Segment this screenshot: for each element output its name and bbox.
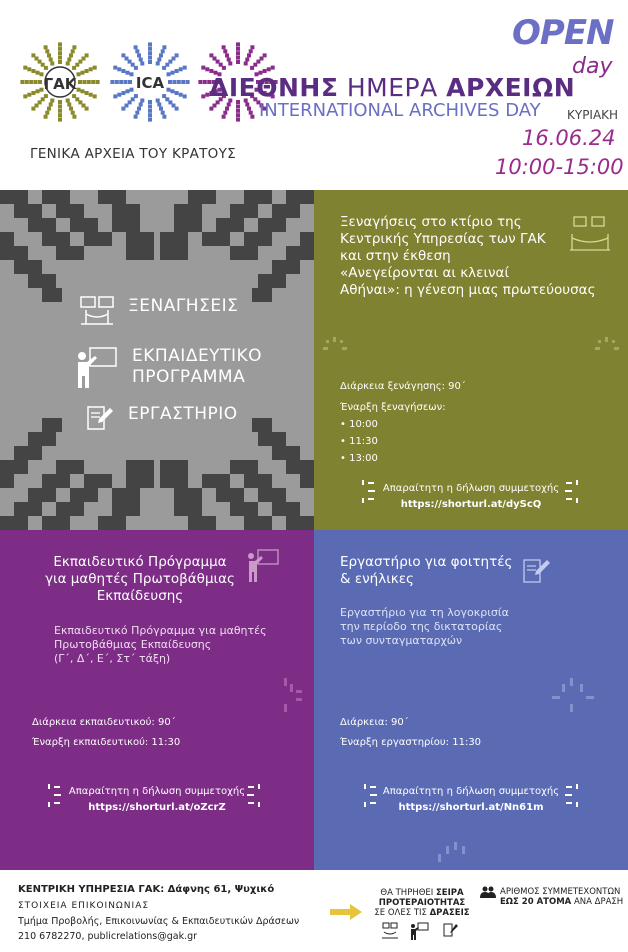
sun-ray-pixel (121, 107, 125, 111)
sun-ray-pixel (31, 91, 35, 95)
sun-ray-pixel (44, 45, 48, 49)
sun-ray-pixel (148, 104, 152, 108)
sun-ray-pixel (236, 118, 240, 122)
sun-ray-pixel (71, 111, 75, 115)
tours-title-line: Κεντρικής Υπηρεσίας των ΓΑΚ (340, 231, 546, 247)
sun-ray-pixel (175, 91, 179, 95)
sun-ray-pixel (71, 49, 75, 53)
sun-ray-pixel (23, 94, 27, 98)
sun-ray-pixel (134, 45, 138, 49)
open-word: OPEN (512, 13, 614, 53)
tours-title-line: Ξεναγήσεις στο κτίριο της (340, 214, 522, 230)
menu-item-education (74, 346, 262, 390)
sun-ray-pixel (156, 99, 160, 103)
sun-ray-pixel (245, 58, 249, 62)
sun-ray-pixel (162, 45, 166, 49)
teacher-icon (74, 346, 118, 390)
sunburst-decoration (594, 336, 620, 360)
sun-ray-pixel (267, 67, 271, 71)
sun-ray-pixel (236, 104, 240, 108)
sun-ray-pixel (159, 107, 163, 111)
sun-ray-pixel (23, 66, 27, 70)
sun-ray-pixel (227, 103, 231, 107)
menu-label-education-2: ΠΡΟΓΡΑΜΜΑ (132, 367, 246, 387)
sun-ray-pixel (203, 80, 207, 84)
sun-ray-pixel (119, 80, 123, 84)
gallery-icon (80, 296, 114, 326)
sun-ray-pixel (181, 80, 185, 84)
sun-ray-pixel (50, 62, 54, 66)
sun-ray-pixel (179, 67, 183, 71)
sun-ray-pixel (161, 111, 165, 115)
sun-ray-pixel (223, 49, 227, 53)
education-title-line: Εκπαιδευτικό Πρόγραμμα (53, 554, 227, 570)
sun-ray-pixel (249, 49, 253, 53)
workshop-title-line: Εργαστήριο για φοιτητές (340, 554, 513, 570)
workshop-desc-line: των συνταγματαρχών (340, 634, 463, 647)
education-description (54, 624, 267, 666)
sun-ray-pixel (110, 80, 114, 84)
menu-item-workshop (86, 404, 238, 432)
sun-ray-pixel (113, 66, 117, 70)
sun-ray-pixel (157, 103, 161, 107)
tours-title-line: και στην έκθεση (340, 248, 451, 264)
priority-text-1a: ΘΑ ΤΗΡΗΘΕΙ (380, 888, 434, 898)
sun-ray-pixel (148, 51, 152, 55)
sunburst-decoration (282, 676, 310, 716)
footer-contact-heading: ΣΤΟΙΧΕΙΑ ΕΠΙΚΟΙΝΩΝΙΑΣ (18, 901, 150, 911)
sun-ray-pixel (171, 89, 175, 93)
day-word: day (572, 54, 613, 79)
sun-ray-pixel (58, 56, 62, 60)
sun-ray-pixel (156, 62, 160, 66)
sun-ray-pixel (205, 67, 209, 71)
workshop-title-line: & ενήλικες (340, 571, 414, 587)
sun-ray-pixel (49, 103, 53, 107)
sun-ray-pixel (66, 62, 70, 66)
sun-ray-pixel (209, 107, 213, 111)
event-title-english: INTERNATIONAL ARCHIVES DAY (259, 100, 541, 121)
workshop-registration-note: Απαραίτητη η δήλωση συμμετοχής (382, 786, 560, 797)
sun-ray-pixel (126, 89, 130, 93)
sun-ray-pixel (249, 111, 253, 115)
sun-ray-pixel (85, 107, 89, 111)
sun-ray-pixel (58, 109, 62, 113)
sun-ray-pixel (31, 53, 35, 57)
sunburst-decoration (434, 836, 474, 866)
sun-ray-pixel (171, 71, 175, 75)
workshop-description (340, 606, 509, 648)
sun-ray-pixel (201, 66, 205, 70)
sun-ray-pixel (225, 107, 229, 111)
sun-ray-pixel (124, 80, 128, 84)
tours-title-line: «Ανεγείρονται αι κλειναί (340, 265, 510, 281)
sun-ray-pixel (82, 80, 86, 84)
sun-ray-pixel (91, 80, 95, 84)
sun-ray-pixel (148, 56, 152, 60)
menu-label-workshop: ΕΡΓΑΣΤΗΡΙΟ (128, 404, 238, 424)
sun-ray-pixel (36, 89, 40, 93)
sun-ray-pixel (45, 111, 49, 115)
menu-item-tours (80, 296, 238, 326)
sun-ray-pixel (25, 80, 29, 84)
footer-address: ΚΕΝΤΡΙΚΗ ΥΠΗΡΕΣΙΑ ΓΑΚ: Δάφνης 61, Ψυχικό (18, 884, 275, 895)
education-desc-line: Πρωτοβάθμιας Εκπαίδευσης (54, 638, 212, 651)
sun-ray-pixel (135, 111, 139, 115)
tours-start-label: Έναρξη ξεναγήσεων: (340, 402, 446, 413)
priority-text-2: ΠΡΟΤΕΡΑΙΟΤΗΤΑΣ (378, 898, 466, 908)
gak-logo (18, 40, 102, 124)
sun-ray-pixel (27, 93, 31, 97)
education-title (0, 554, 280, 605)
sun-ray-pixel (236, 47, 240, 51)
sun-ray-pixel (69, 53, 73, 57)
sun-ray-pixel (177, 80, 181, 84)
sun-ray-pixel (36, 71, 40, 75)
footer-phone-email: 210 6782270, publicrelations@gak.gr (18, 931, 198, 942)
sun-ray-pixel (49, 58, 53, 62)
sun-ray-pixel (162, 115, 166, 119)
workshop-desc-line: την περίοδο της δικτατορίας (340, 620, 503, 633)
sun-ray-pixel (27, 67, 31, 71)
sun-ray-pixel (93, 94, 97, 98)
tours-title-line: Αθήναι»: η γένεση μιας πρωτεύουσας (340, 282, 596, 298)
participants-notice (500, 887, 623, 907)
sun-ray-pixel (148, 42, 152, 46)
sun-ray-pixel (148, 118, 152, 122)
sun-ray-pixel (139, 58, 143, 62)
sun-ray-pixel (247, 53, 251, 57)
sun-ray-pixel (69, 107, 73, 111)
sun-ray-pixel (34, 80, 38, 84)
workshop-duration: Διάρκεια: 90΄ (340, 717, 409, 728)
participants-line-2b: ΑΝΑ ΔΡΑΣΗ (573, 897, 624, 907)
education-title-line: για μαθητές Πρωτοβάθμιας (45, 571, 235, 587)
priority-text-3a: ΣΕ ΟΛΕΣ ΤΙΣ (374, 908, 427, 918)
sun-ray-pixel (227, 58, 231, 62)
tours-registration-link[interactable]: https://shorturl.at/dyScQ (400, 499, 542, 510)
sun-ray-pixel (225, 53, 229, 57)
sun-ray-pixel (134, 115, 138, 119)
sun-ray-pixel (175, 107, 179, 111)
education-duration: Διάρκεια εκπαιδευτικού: 90΄ (32, 717, 176, 728)
document-pen-icon (522, 556, 552, 586)
title-greek-light: ΗΜΕΡΑ (346, 73, 438, 102)
priority-notice (366, 888, 478, 918)
sun-ray-pixel (38, 80, 42, 84)
sun-ray-pixel (140, 62, 144, 66)
sun-ray-pixel (77, 88, 81, 92)
sun-ray-pixel (87, 80, 91, 84)
sun-ray-pixel (236, 51, 240, 55)
sun-ray-pixel (58, 104, 62, 108)
sun-ray-pixel (222, 115, 226, 119)
document-pen-icon (86, 404, 114, 432)
sun-ray-pixel (139, 103, 143, 107)
sun-ray-pixel (148, 60, 152, 64)
sun-ray-pixel (31, 107, 35, 111)
education-title-line: Εκπαίδευσης (96, 588, 184, 604)
sun-ray-pixel (58, 113, 62, 117)
sun-ray-pixel (161, 49, 165, 53)
sun-ray-pixel (29, 80, 33, 84)
sun-ray-pixel (186, 80, 190, 84)
sun-ray-pixel (167, 72, 171, 76)
organization-label: ΓΕΝΙΚΑ ΑΡΧΕΙΑ ΤΟΥ ΚΡΑΤΟΥΣ (30, 146, 236, 162)
sun-ray-pixel (130, 72, 134, 76)
sun-ray-pixel (271, 66, 275, 70)
sun-ray-pixel (179, 93, 183, 97)
sun-ray-pixel (72, 115, 76, 119)
tours-panel (314, 190, 628, 530)
sun-ray-pixel (137, 53, 141, 57)
sun-ray-pixel (78, 80, 82, 84)
sun-ray-pixel (148, 100, 152, 104)
event-date: 16.06.24 (522, 126, 616, 150)
sun-ray-pixel (209, 53, 213, 57)
sun-ray-pixel (58, 51, 62, 55)
sun-ray-pixel (47, 107, 51, 111)
sun-ray-pixel (247, 107, 251, 111)
sun-ray-pixel (50, 99, 54, 103)
sun-ray-pixel (172, 80, 176, 84)
sun-ray-pixel (67, 103, 71, 107)
sun-ray-pixel (236, 113, 240, 117)
sun-ray-pixel (121, 69, 125, 73)
sun-ray-pixel (20, 80, 24, 84)
workshop-start: Έναρξη εργαστηρίου: 11:30 (340, 737, 482, 748)
sun-ray-pixel (183, 94, 187, 98)
sun-ray-pixel (89, 93, 93, 97)
header (0, 0, 628, 190)
sun-ray-pixel (175, 69, 179, 73)
workshop-panel (314, 530, 628, 870)
tours-time-3: • 13:00 (340, 453, 378, 464)
sun-ray-pixel (58, 118, 62, 122)
sun-ray-pixel (201, 94, 205, 98)
ica-logo-text: ICA (135, 74, 165, 92)
education-desc-line: (Γ΄, Δ΄, Ε΄, Στ΄ τάξη) (54, 652, 171, 665)
sun-ray-pixel (263, 53, 267, 57)
event-weekday: ΚΥΡΙΑΚΗ (567, 108, 619, 122)
sun-ray-pixel (117, 93, 121, 97)
sun-ray-pixel (45, 49, 49, 53)
sun-ray-pixel (58, 100, 62, 104)
sun-ray-pixel (245, 103, 249, 107)
sun-ray-pixel (96, 80, 100, 84)
sun-ray-pixel (77, 72, 81, 76)
sun-ray-pixel (148, 109, 152, 113)
people-icon (480, 886, 496, 898)
sun-ray-pixel (175, 53, 179, 57)
tours-duration: Διάρκεια ξενάγησης: 90΄ (340, 381, 466, 392)
sun-ray-pixel (148, 47, 152, 51)
sun-ray-pixel (93, 66, 97, 70)
title-greek-bold-2: ΑΡΧΕΙΩΝ (446, 73, 576, 102)
sun-ray-pixel (236, 42, 240, 46)
sun-ray-pixel (58, 47, 62, 51)
sun-ray-pixel (121, 53, 125, 57)
sun-ray-pixel (31, 69, 35, 73)
sun-ray-pixel (58, 42, 62, 46)
workshop-desc-line: Εργαστήριο για τη λογοκρισία (340, 606, 509, 619)
tours-time-2: • 11:30 (340, 436, 378, 447)
sun-ray-pixel (58, 60, 62, 64)
sun-ray-pixel (85, 91, 89, 95)
menu-label-tours: ΞΕΝΑΓΗΣΕΙΣ (128, 296, 239, 316)
education-start: Έναρξη εκπαιδευτικού: 11:30 (32, 737, 181, 748)
sun-ray-pixel (113, 94, 117, 98)
sun-ray-pixel (115, 80, 119, 84)
gak-logo-text: ΓΑΚ (43, 75, 77, 93)
ica-logo (108, 40, 192, 124)
sun-ray-pixel (81, 71, 85, 75)
menu-label-education-1: ΕΚΠΑΙΔΕΥΤΙΚΟ (132, 346, 262, 366)
sun-ray-pixel (137, 107, 141, 111)
sun-ray-pixel (236, 60, 240, 64)
sunburst-decoration (550, 676, 596, 716)
sun-ray-pixel (159, 53, 163, 57)
sun-ray-pixel (47, 53, 51, 57)
tours-title (340, 214, 596, 299)
sun-ray-pixel (228, 62, 232, 66)
tours-registration-note: Απαραίτητη η δήλωση συμμετοχής (382, 483, 560, 494)
participants-line-2a: ΕΩΣ 20 ΑΤΟΜΑ (500, 897, 572, 907)
sun-ray-pixel (157, 58, 161, 62)
sun-ray-pixel (121, 91, 125, 95)
sun-ray-pixel (236, 56, 240, 60)
sun-ray-pixel (67, 58, 71, 62)
sun-ray-pixel (167, 88, 171, 92)
sun-ray-pixel (244, 62, 248, 66)
event-title-greek (209, 73, 575, 102)
sun-ray-pixel (72, 45, 76, 49)
sun-ray-pixel (148, 113, 152, 117)
sun-ray-pixel (89, 67, 93, 71)
event-time: 10:00-15:00 (495, 155, 624, 179)
participants-line-1: ΑΡΙΘΜΟΣ ΣΥΜΜΕΤΕΧΟΝΤΩΝ (500, 887, 621, 897)
workshop-registration-link[interactable]: https://shorturl.at/Nn61m (398, 802, 544, 813)
footer (0, 870, 628, 952)
education-registration-note: Απαραίτητη η δήλωση συμμετοχής (68, 786, 246, 797)
arrow-right-icon (330, 904, 362, 920)
sun-ray-pixel (183, 66, 187, 70)
sun-ray-pixel (250, 45, 254, 49)
sun-ray-pixel (44, 115, 48, 119)
title-greek-bold-1: ΔΙΕΘΝΗΣ (209, 73, 339, 102)
sun-ray-pixel (85, 53, 89, 57)
activities-menu-panel (0, 190, 314, 530)
sun-ray-pixel (168, 80, 172, 84)
sun-ray-pixel (222, 45, 226, 49)
priority-text-1b: ΣΕΙΡΑ (436, 888, 464, 898)
sun-ray-pixel (66, 99, 70, 103)
sun-ray-pixel (198, 80, 202, 84)
sun-ray-pixel (85, 69, 89, 73)
sun-ray-pixel (130, 88, 134, 92)
sun-ray-pixel (117, 67, 121, 71)
sun-ray-pixel (128, 80, 132, 84)
priority-text-3b: ΔΡΑΣΕΙΣ (429, 908, 470, 918)
workshop-title (340, 554, 512, 588)
tours-time-1: • 10:00 (340, 419, 378, 430)
sun-ray-pixel (140, 99, 144, 103)
sunburst-decoration (322, 336, 348, 360)
sun-ray-pixel (81, 89, 85, 93)
education-panel (0, 530, 314, 870)
sun-ray-pixel (135, 49, 139, 53)
activity-icons (382, 922, 462, 940)
sun-ray-pixel (236, 109, 240, 113)
sun-ray-pixel (126, 71, 130, 75)
education-desc-line: Εκπαιδευτικό Πρόγραμμα για μαθητές (54, 624, 267, 637)
sun-ray-pixel (250, 115, 254, 119)
education-registration-link[interactable]: https://shorturl.at/oZcrZ (88, 802, 226, 813)
sun-ray-pixel (223, 111, 227, 115)
footer-department: Τμήμα Προβολής, Επικοινωνίας & Εκπαιδευτικών Δράσεων (18, 916, 300, 927)
